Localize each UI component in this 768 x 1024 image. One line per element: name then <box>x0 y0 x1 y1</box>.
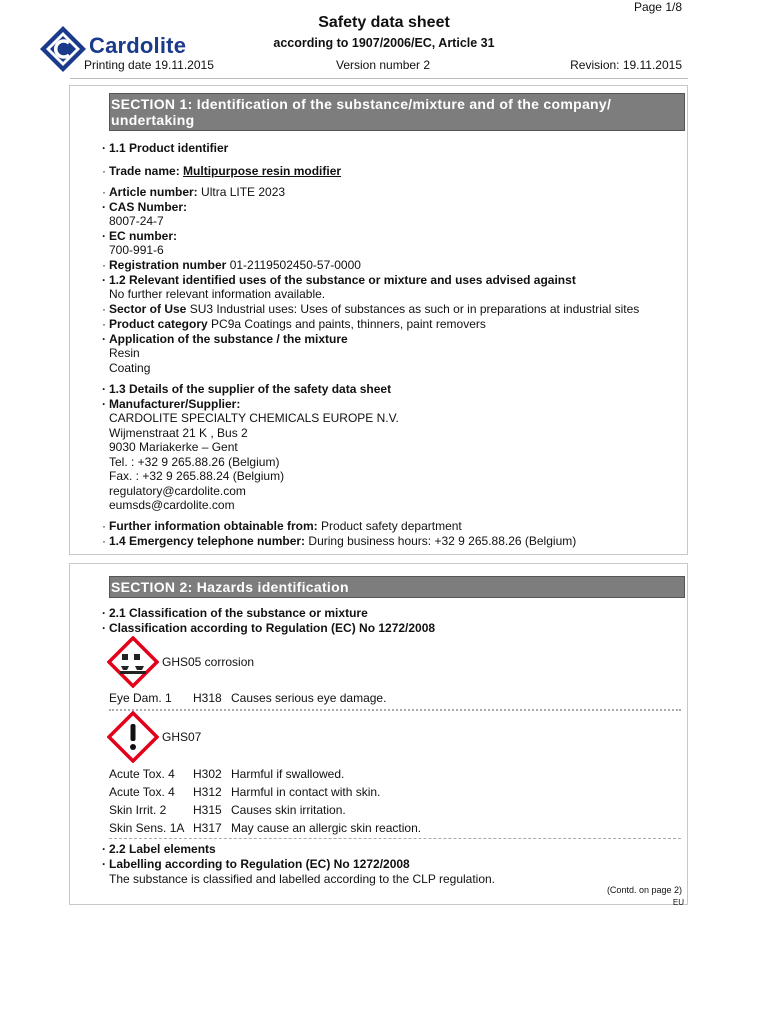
emergency-telephone: · 1.4 Emergency telephone number: During business hours: +32 9 265.88.26 (Belgium) <box>102 534 577 548</box>
application-coating: Coating <box>109 361 151 375</box>
printing-date: Printing date 19.11.2015 <box>84 58 214 72</box>
dashed-divider <box>109 838 681 839</box>
article-number: · Article number: Ultra LITE 2023 <box>102 185 286 199</box>
corrosion-icon <box>107 636 159 688</box>
trade-name: · Trade name: Multipurpose resin modifier <box>102 164 342 178</box>
labelling-value: The substance is classified and labelled according to the CLP regulation. <box>109 872 496 886</box>
page-number: Page 1/8 <box>633 0 682 14</box>
section-1-heading <box>109 93 685 131</box>
section-2-heading: SECTION 2: Hazards identification <box>109 576 685 598</box>
hazard-row: Eye Dam. 1 <box>109 691 172 705</box>
section-1-heading-line2: undertaking <box>111 112 195 128</box>
hazard-class: Acute Tox. 4 <box>109 785 175 799</box>
labelling-label: · Labelling according to Regulation (EC) No 1272/2008 <box>102 857 410 871</box>
label-elements: · 2.2 Label elements <box>102 842 216 856</box>
cas-number-label: · CAS Number: <box>102 200 188 214</box>
hazard-desc: May cause an allergic skin reaction. <box>231 821 422 835</box>
dotted-divider <box>109 709 681 711</box>
registration-number: · Registration number 01-2119502450-57-0000 <box>102 258 361 272</box>
further-information: · Further information obtainable from: Product safety department <box>102 519 462 533</box>
relevant-uses-label: · 1.2 Relevant identified uses of the substance or mixture and uses advised against <box>102 273 576 287</box>
regulation-label: · Classification according to Regulation (EC) No 1272/2008 <box>102 621 436 635</box>
email-eumsds[interactable]: eumsds@cardolite.com <box>109 498 235 512</box>
sector-of-use: · Sector of Use SU3 Industrial uses: Uses of substances as such or in preparations at industrial sites <box>102 302 640 316</box>
hazard-code: H302 <box>193 767 222 781</box>
hazard-code: H312 <box>193 785 222 799</box>
address-tel: Tel. : +32 9 265.88.26 (Belgium) <box>109 455 280 469</box>
hazard-code: H318 <box>193 691 222 705</box>
document-subtitle: according to 1907/2006/EC, Article 31 <box>273 36 495 50</box>
product-category: · Product category PC9a Coatings and paints, thinners, paint removers <box>102 317 486 331</box>
brand-name: Cardolite <box>89 33 187 58</box>
version-number: Version number 2 <box>336 58 431 72</box>
header-divider <box>70 78 688 79</box>
email-regulatory[interactable]: regulatory@cardolite.com <box>109 484 246 498</box>
eu-marker: EU <box>672 898 684 907</box>
address-street: Wijmenstraat 21 K , Bus 2 <box>109 426 248 440</box>
document-title: Safety data sheet <box>318 14 450 31</box>
hazard-desc: Harmful if swallowed. <box>231 767 345 781</box>
address-company: CARDOLITE SPECIALTY CHEMICALS EUROPE N.V. <box>109 411 399 425</box>
exclamation-icon <box>107 711 159 763</box>
application-resin: Resin <box>109 346 140 360</box>
address-city: 9030 Mariakerke – Gent <box>109 440 238 454</box>
trade-name-value: Multipurpose resin modifier <box>183 164 342 178</box>
cas-number-value: 8007-24-7 <box>109 214 164 228</box>
relevant-uses-value: No further relevant information available. <box>109 287 326 301</box>
hazard-class: Skin Irrit. 2 <box>109 803 167 817</box>
hazard-class: Skin Sens. 1A <box>109 821 185 835</box>
hazard-desc: Harmful in contact with skin. <box>231 785 381 799</box>
hazard-class: Acute Tox. 4 <box>109 767 175 781</box>
ghs07-label: GHS07 <box>162 730 202 744</box>
product-identifier: · 1.1 Product identifier <box>102 141 229 155</box>
continued-note: (Contd. on page 2) <box>606 885 682 895</box>
revision-date: Revision: 19.11.2015 <box>570 58 682 72</box>
ec-number-value: 700-991-6 <box>109 243 164 257</box>
ghs05-label: GHS05 corrosion <box>162 655 255 669</box>
manufacturer-label: · Manufacturer/Supplier: <box>102 397 241 411</box>
ec-number-label: · EC number: <box>102 229 178 243</box>
hazard-desc: Causes serious eye damage. <box>231 691 387 705</box>
classification-label: · 2.1 Classification of the substance or mixture <box>102 606 368 620</box>
address-fax: Fax. : +32 9 265.88.24 (Belgium) <box>109 469 285 483</box>
application-label: · Application of the substance / the mixture <box>102 332 348 346</box>
hazard-code: H315 <box>193 803 222 817</box>
hazard-desc: Causes skin irritation. <box>231 803 346 817</box>
section-1-heading-line1: SECTION 1: Identification of the substance/mixture and of the company/ <box>111 96 612 112</box>
supplier-details-label: · 1.3 Details of the supplier of the safety data sheet <box>102 382 392 396</box>
hazard-code: H317 <box>193 821 222 835</box>
